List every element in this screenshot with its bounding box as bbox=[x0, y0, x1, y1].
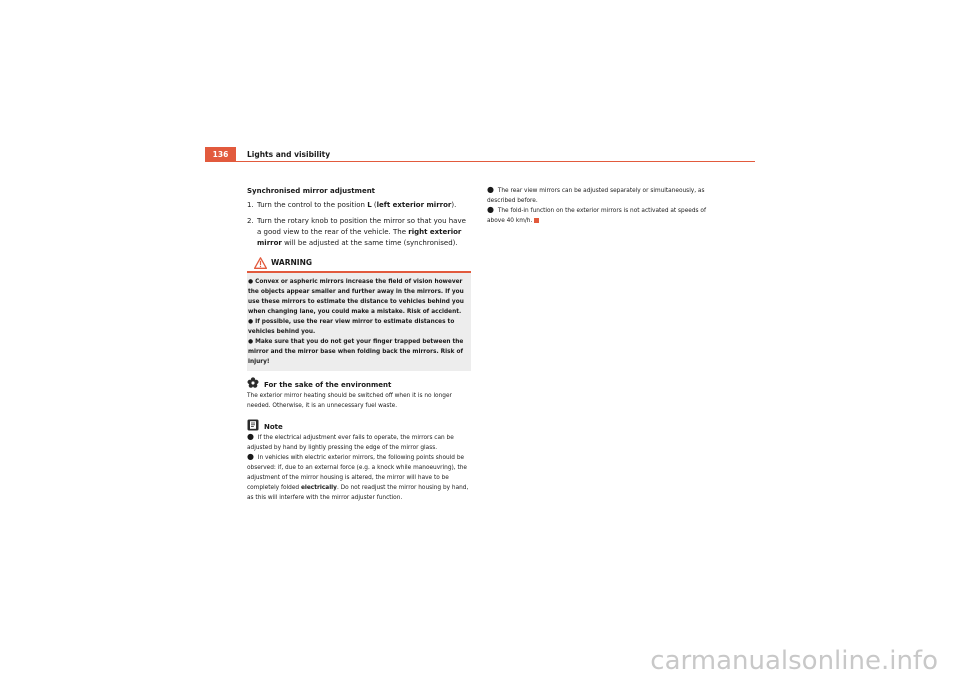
step-bold-name: right exterior mirror bbox=[257, 228, 462, 247]
bullet-icon: ● bbox=[487, 185, 494, 194]
note-title: Note bbox=[264, 423, 283, 431]
step-2 bbox=[247, 216, 471, 249]
note-item-text: The fold-in function on the exterior mirrors is not activated at speeds of above 40 km/h. bbox=[487, 208, 706, 224]
note-item bbox=[247, 453, 471, 503]
chapter-title: Lights and visibility bbox=[247, 150, 331, 159]
warning-triangle-icon bbox=[254, 257, 267, 269]
environment-heading bbox=[247, 377, 471, 391]
note-item-bold: electrically bbox=[300, 485, 337, 491]
step-text: ). bbox=[451, 201, 457, 209]
note-item bbox=[487, 206, 711, 226]
section-subhead: Synchronised mirror adjustment bbox=[247, 187, 376, 195]
left-column bbox=[247, 186, 471, 503]
bullet-icon: ● bbox=[248, 319, 254, 325]
environment-title: For the sake of the environment bbox=[264, 381, 392, 389]
warning-item bbox=[248, 317, 469, 337]
note-item-text: . Do not readjust the mirror housing by hand, as this will interfere with the mirror adjuster function. bbox=[247, 485, 469, 501]
step-text: Turn the control to the position bbox=[257, 201, 368, 209]
step-bold-name: left exterior mirror bbox=[376, 201, 452, 209]
warning-header bbox=[247, 254, 471, 273]
bullet-icon: ● bbox=[247, 452, 254, 461]
warning-body bbox=[247, 273, 471, 371]
warning-box bbox=[247, 254, 471, 371]
bullet-icon: ● bbox=[247, 432, 254, 441]
step-1 bbox=[247, 200, 471, 211]
bullet-icon: ● bbox=[248, 279, 254, 285]
note-item-text: The rear view mirrors can be adjusted separately or simultaneously, as described before. bbox=[487, 188, 705, 204]
step-text: ( bbox=[371, 201, 377, 209]
note-icon bbox=[247, 419, 259, 431]
flower-icon bbox=[247, 377, 259, 389]
right-column bbox=[487, 186, 711, 226]
end-of-section-icon bbox=[534, 218, 539, 223]
warning-item-text: If possible, use the rear view mirror to estimate distances to vehicles behind you. bbox=[248, 319, 455, 335]
note-item bbox=[487, 186, 711, 206]
step-number: 2. bbox=[247, 217, 254, 225]
watermark: carmanualsonline.info bbox=[650, 646, 938, 676]
environment-text: The exterior mirror heating should be switched off when it is no longer needed. Otherwise, it is an unnecessary fuel waste. bbox=[247, 393, 452, 409]
note-item-text: If the electrical adjustment ever fails to operate, the mirrors can be adjusted by hand by lightly pressing the edge of the mirror glass. bbox=[247, 435, 454, 451]
warning-item-text: Make sure that you do not get your finger trapped between the mirror and the mirror base when folding back the mirrors. Risk of injury! bbox=[248, 339, 464, 365]
note-item bbox=[247, 433, 471, 453]
step-number: 1. bbox=[247, 201, 254, 209]
bullet-icon: ● bbox=[248, 339, 254, 345]
warning-title: WARNING bbox=[271, 258, 313, 267]
bullet-icon: ● bbox=[487, 205, 494, 214]
warning-item-text: Convex or aspheric mirrors increase the field of vision however the objects appear smaller and further away in the mirrors. If you use these mirrors to estimate the distance to vehicles behind you when changing lane, you could make a mistake. Risk of accident. bbox=[248, 279, 464, 315]
header-rule bbox=[205, 161, 755, 162]
step-bold-position: L bbox=[367, 201, 372, 209]
note-heading bbox=[247, 419, 471, 433]
warning-item bbox=[248, 337, 469, 367]
step-text: Turn the rotary knob to position the mirror so that you have a good view to the rear of the vehicle. The bbox=[257, 217, 466, 236]
note-item-text: In vehicles with electric exterior mirrors, the following points should be observed: if, due to an external force (e.g. a knock while manoeuvring), the adjustment of the mirror housing is altered, the mirror will have to be completely folded bbox=[247, 455, 467, 491]
warning-item bbox=[248, 277, 469, 317]
step-text: will be adjusted at the same time (synchronised). bbox=[281, 239, 458, 247]
page-number: 136 bbox=[205, 147, 236, 162]
